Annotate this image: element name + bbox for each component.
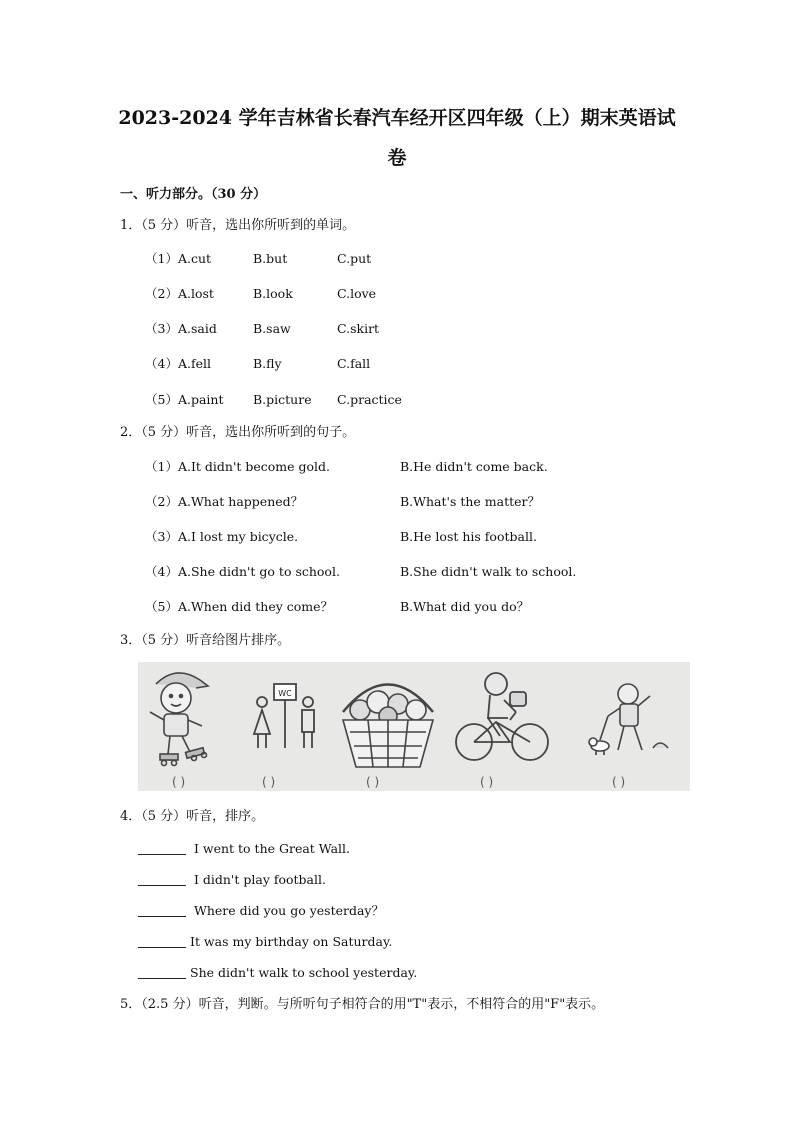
page-title-line-2: 卷 bbox=[387, 147, 407, 169]
q1-option-row-4-c: C.fall bbox=[337, 356, 371, 371]
q1-option-row-2-c: C.love bbox=[337, 286, 377, 301]
q2-option-row-2-b: B.What's the matter？ bbox=[400, 494, 541, 509]
q2-option-row-4-a: （4）A.She didn't go to school. bbox=[145, 564, 340, 579]
q1-option-row-4-a: （4）A.fell bbox=[145, 356, 211, 371]
q2-option-row-1-b: B.He didn't come back. bbox=[400, 459, 548, 474]
answer-paren-2: ( ) bbox=[262, 775, 276, 789]
answer-blank[interactable] bbox=[138, 902, 186, 917]
q1-option-row-3-a: （3）A.said bbox=[145, 321, 217, 336]
q2-option-row-3-b: B.He lost his football. bbox=[400, 529, 537, 544]
q4-item-3-text: Where did you go yesterday？ bbox=[190, 903, 384, 918]
question-2-stem: 2．（5 分）听音，选出你所听到的句子。 bbox=[120, 425, 356, 440]
roller-skating-child-picture bbox=[150, 673, 208, 766]
q2-option-row-5-b: B.What did you do？ bbox=[400, 599, 530, 614]
question-4-stem: 4．（5 分）听音，排序。 bbox=[120, 809, 265, 824]
q4-item-4-text: It was my birthday on Saturday. bbox=[190, 934, 393, 949]
q1-option-row-1-b: B.but bbox=[253, 251, 288, 266]
q2-option-row-5-a: （5）A.When did they come？ bbox=[145, 599, 334, 614]
q1-option-row-4-b: B.fly bbox=[253, 356, 282, 371]
q2-option-row-4-b: B.She didn't walk to school. bbox=[400, 564, 577, 579]
question-1-stem: 1．（5 分）听音，选出你所听到的单词。 bbox=[120, 218, 356, 233]
boy-walking-dog-picture bbox=[589, 684, 668, 755]
answer-blank[interactable] bbox=[138, 933, 186, 948]
wc-sign-label: WC bbox=[278, 689, 292, 698]
q4-item-2-text: I didn't play football. bbox=[190, 872, 326, 887]
q1-option-row-3-b: B.saw bbox=[253, 321, 291, 336]
q2-option-row-1-a: （1）A.It didn't become gold. bbox=[145, 459, 331, 474]
picture-ordering-strip bbox=[138, 662, 690, 791]
q4-item-5-text: She didn't walk to school yesterday. bbox=[190, 965, 418, 980]
page-title-line-1: 2023-2024 学年吉林省长春汽车经开区四年级（上）期末英语试 bbox=[118, 107, 676, 129]
q1-option-row-3-c: C.skirt bbox=[337, 321, 380, 336]
q4-item-1 bbox=[138, 838, 350, 860]
answer-paren-3: ( ) bbox=[366, 775, 380, 789]
answer-paren-1: ( ) bbox=[172, 775, 186, 789]
q2-option-row-2-a: （2）A.What happened？ bbox=[145, 494, 304, 509]
q1-option-row-1-a: （1）A.cut bbox=[145, 251, 212, 266]
answer-paren-5: ( ) bbox=[612, 775, 626, 789]
section-heading-listening: 一、听力部分。（30 分） bbox=[120, 187, 267, 202]
q1-option-row-5-b: B.picture bbox=[253, 392, 312, 407]
fruit-basket-picture bbox=[343, 685, 433, 768]
question-3-stem: 3．（5 分）听音给图片排序。 bbox=[120, 633, 291, 648]
q1-option-row-2-a: （2）A.lost bbox=[145, 286, 214, 301]
answer-blank[interactable] bbox=[138, 840, 186, 855]
q4-item-3 bbox=[138, 900, 384, 922]
q4-item-5 bbox=[138, 962, 417, 984]
q1-option-row-5-c: C.practice bbox=[337, 392, 402, 407]
wc-restroom-sign-picture bbox=[254, 684, 314, 748]
q4-item-1-text: I went to the Great Wall. bbox=[190, 841, 350, 856]
question-5-stem: 5．（2.5 分）听音，判断。与所听句子相符合的用"T"表示，不相符合的用"F"表示。 bbox=[120, 997, 605, 1012]
q1-option-row-1-c: C.put bbox=[337, 251, 372, 266]
boy-riding-bicycle-picture bbox=[456, 673, 548, 760]
answer-paren-4: ( ) bbox=[480, 775, 494, 789]
answer-blank[interactable] bbox=[138, 871, 186, 886]
q4-item-2 bbox=[138, 869, 326, 891]
q4-item-4 bbox=[138, 931, 392, 953]
answer-blank[interactable] bbox=[138, 964, 186, 979]
q2-option-row-3-a: （3）A.I lost my bicycle. bbox=[145, 529, 299, 544]
q1-option-row-5-a: （5）A.paint bbox=[145, 392, 224, 407]
q1-option-row-2-b: B.look bbox=[253, 286, 293, 301]
